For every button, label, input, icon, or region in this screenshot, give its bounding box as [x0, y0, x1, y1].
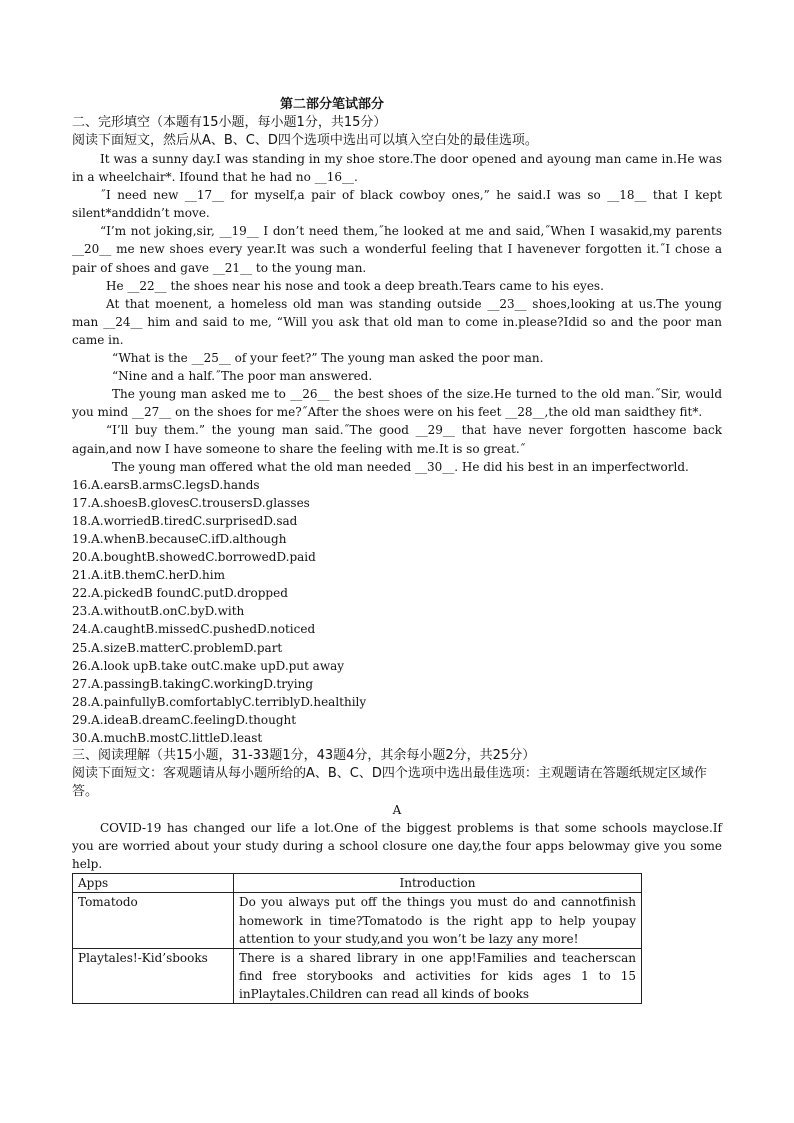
cloze-option: 25.A.sizeB.matterC.problemD.part: [72, 640, 283, 655]
cloze-option: 29.A.ideaB.dreamC.feelingD.thought: [72, 712, 297, 727]
cloze-paragraph: “Nine and a half.˝The poor man answered.: [112, 369, 373, 384]
cloze-option: 23.A.withoutB.onC.byD.with: [72, 604, 245, 619]
passage-intro: COVID-19 has changed our life a lot.One of the biggest problems is that some schools mayclose.If you are worried about your study during a school closure one day,the four apps belowmay give you some help.: [72, 821, 722, 872]
cloze-option: 26.A.look upB.take outC.make upD.put away: [72, 658, 345, 673]
cloze-instruction: 阅读下面短文，然后从A、B、C、D四个选项中选出可以填入空白处的最佳选项。: [72, 133, 538, 148]
table-header-row: [73, 874, 642, 893]
cloze-option: 17.A.shoesB.glovesC.trousersD.glasses: [72, 495, 310, 510]
table-row: [73, 893, 642, 948]
cloze-paragraph: He __22__ the shoes near his nose and took a deep breath.Tears came to his eyes.: [106, 278, 604, 293]
app-intro: Do you always put off the things you must do and cannotfinish homework in time?Tomatodo is the right app to help youpay attention to your study,and you won’t be lazy any more!: [234, 893, 642, 948]
cloze-paragraph: “I’m not joking,sir, __19__ I don’t need them,˝he looked at me and said,˝When I wasakid,my parents __20__ me new shoes every year.It was such a wonderful feeling that I havenever forgotten it.˝I chose a pair of shoes and gave __21__ to the young man.: [72, 224, 722, 275]
reading-heading: 三、阅读理解（共15小题，31-33题1分，43题4分，其余每小题2分，共25分）: [72, 748, 536, 764]
table-header-apps: Apps: [73, 874, 234, 893]
table-header-introduction: Introduction: [234, 874, 642, 893]
app-name: Tomatodo: [73, 893, 234, 948]
cloze-paragraph: “What is the __25__ of your feet?” The young man asked the poor man.: [112, 351, 544, 366]
app-intro: There is a shared library in one app!Families and teacherscan find free storybooks and activities for kids ages 1 to 15 inPlaytales.Children can read all kinds of books: [234, 948, 642, 1003]
exam-page: [72, 96, 722, 1004]
cloze-paragraph: ˝I need new __17__ for myself,a pair of black cowboy ones,” he said.I was so __18__ that I kept silent*anddidn’t move.: [72, 188, 722, 221]
cloze-paragraph: “I’ll buy them.” the young man said.˝The good __29__ that have never forgotten hascome back again,and now I have someone to share the feeling with me.It is so great.˝: [72, 423, 722, 456]
cloze-option: 20.A.boughtB.showedC.borrowedD.paid: [72, 550, 316, 565]
part-title: 第二部分笔试部分: [279, 97, 384, 112]
cloze-option: 18.A.worriedB.tiredC.surprisedD.sad: [72, 513, 298, 528]
passage-label: A: [392, 803, 402, 818]
cloze-option: 22.A.pickedB foundC.putD.dropped: [72, 586, 288, 601]
apps-table: [72, 873, 642, 1004]
cloze-option: 16.A.earsB.armsC.legsD.hands: [72, 477, 260, 492]
cloze-paragraph: The young man offered what the old man needed __30__. He did his best in an imperfectworld.: [112, 459, 689, 474]
cloze-option: 21.A.itB.themC.herD.him: [72, 568, 225, 583]
cloze-paragraph: The young man asked me to __26__ the best shoes of the size.He turned to the old man.˝Sir, would you mind __27__ on the shoes for me?˝After the shoes were on his feet __28__,the old man saidthey fit*.: [72, 387, 722, 420]
cloze-option: 19.A.whenB.becauseC.ifD.although: [72, 531, 287, 546]
cloze-option: 24.A.caughtB.missedC.pushedD.noticed: [72, 622, 316, 637]
cloze-option: 28.A.painfullyB.comfortablyC.terriblyD.healthily: [72, 694, 367, 709]
cloze-heading: 二、完形填空（本题有15小题，每小题1分，共15分）: [72, 115, 387, 130]
cloze-option: 27.A.passingB.takingC.workingD.trying: [72, 676, 314, 691]
reading-instruction: 阅读下面短文：客观题请从每小题所给的A、B、C、D四个选项中选出最佳选项：主观题请在答题纸规定区域作答。: [72, 766, 707, 800]
table-row: [73, 948, 642, 1003]
cloze-paragraph: At that moenent, a homeless old man was standing outside __23__ shoes,looking at us.The young man __24__ him and said to me, “Will you ask that old man to come in.please?Idid so and the poor man came in.: [72, 296, 722, 347]
app-name: Playtales!-Kid’sbooks: [73, 948, 234, 1003]
cloze-paragraph: It was a sunny day.I was standing in my shoe store.The door opened and ayoung man came in.He was in a wheelchair*. Ifound that he had no __16__.: [72, 152, 722, 185]
cloze-option: 30.A.muchB.mostC.littleD.least: [72, 731, 263, 745]
